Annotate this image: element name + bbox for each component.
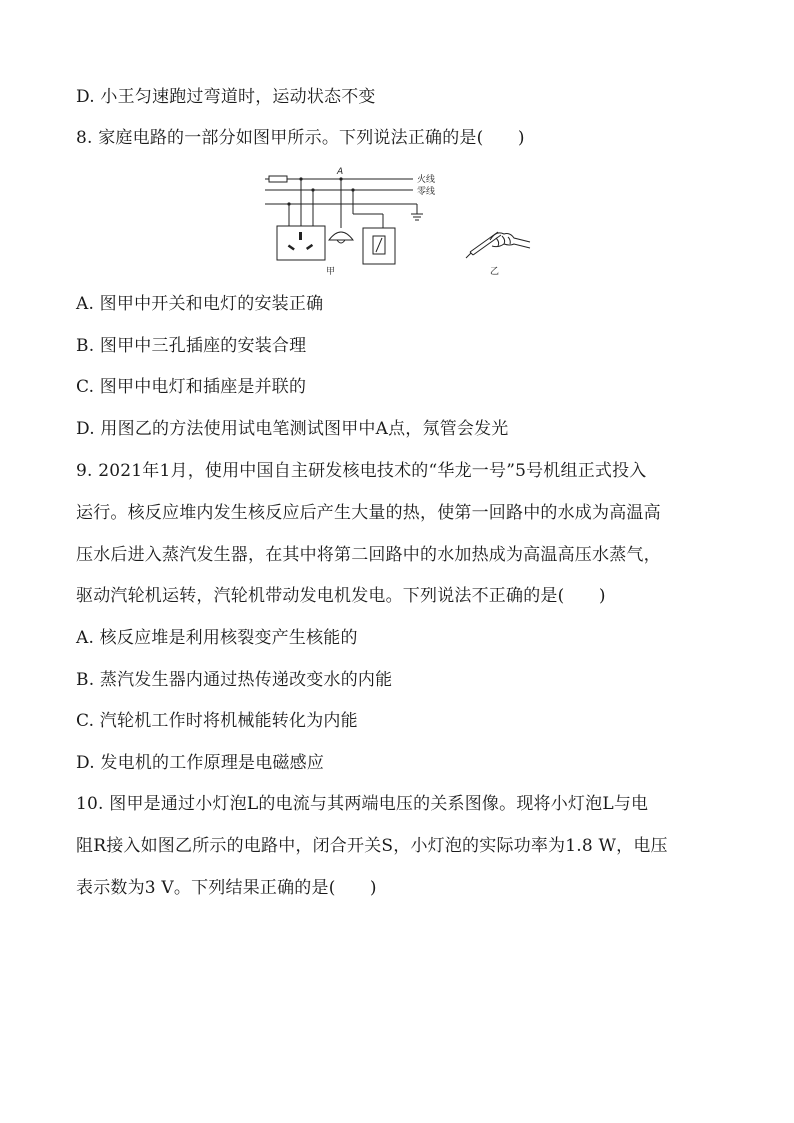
test-pencil-figure-yi <box>462 218 542 278</box>
fig-yi-caption: 乙 <box>490 267 500 277</box>
live-wire-label: 火线 <box>417 175 436 185</box>
fig-jia-caption: 甲 <box>326 267 336 277</box>
q10-stem-line-2: 阻R接入如图乙所示的电路中，闭合开关S，小灯泡的实际功率为1.8 W，电压 <box>76 836 668 856</box>
q9-option-c: C. 汽轮机工作时将机械能转化为内能 <box>76 711 358 731</box>
neutral-wire-label: 零线 <box>417 187 436 197</box>
q8-option-c: C. 图甲中电灯和插座是并联的 <box>76 377 307 397</box>
q9-stem-line-4: 驱动汽轮机运转，汽轮机带动发电机发电。下列说法不正确的是( ) <box>76 586 606 606</box>
q10-stem-line-1: 10. 图甲是通过小灯泡L的电流与其两端电压的关系图像。现将小灯泡L与电 <box>76 794 649 814</box>
point-a-label: A <box>337 167 344 177</box>
q9-option-a: A. 核反应堆是利用核裂变产生核能的 <box>76 628 358 648</box>
q7-option-d: D. 小王匀速跑过弯道时，运动状态不变 <box>76 87 376 107</box>
q10-stem-line-3: 表示数为3 V。下列结果正确的是( ) <box>76 878 377 898</box>
q8-option-d: D. 用图乙的方法使用试电笔测试图甲中A点，氖管会发光 <box>76 419 509 439</box>
circuit-figure-jia <box>255 164 455 279</box>
q9-stem-line-3: 压水后进入蒸汽发生器，在其中将第二回路中的水加热成为高温高压水蒸气， <box>76 545 661 565</box>
q9-option-b: B. 蒸汽发生器内通过热传递改变水的内能 <box>76 670 393 690</box>
q9-option-d: D. 发电机的工作原理是电磁感应 <box>76 753 325 773</box>
q8-option-a: A. 图甲中开关和电灯的安装正确 <box>76 294 324 314</box>
q9-stem-line-1: 9. 2021年1月，使用中国自主研发核电技术的“华龙一号”5号机组正式投入 <box>76 461 647 481</box>
q9-stem-line-2: 运行。核反应堆内发生核反应后产生大量的热，使第一回路中的水成为高温高 <box>76 503 661 523</box>
q8-stem: 8. 家庭电路的一部分如图甲所示。下列说法正确的是( ) <box>76 128 525 148</box>
q8-option-b: B. 图甲中三孔插座的安装合理 <box>76 336 307 356</box>
